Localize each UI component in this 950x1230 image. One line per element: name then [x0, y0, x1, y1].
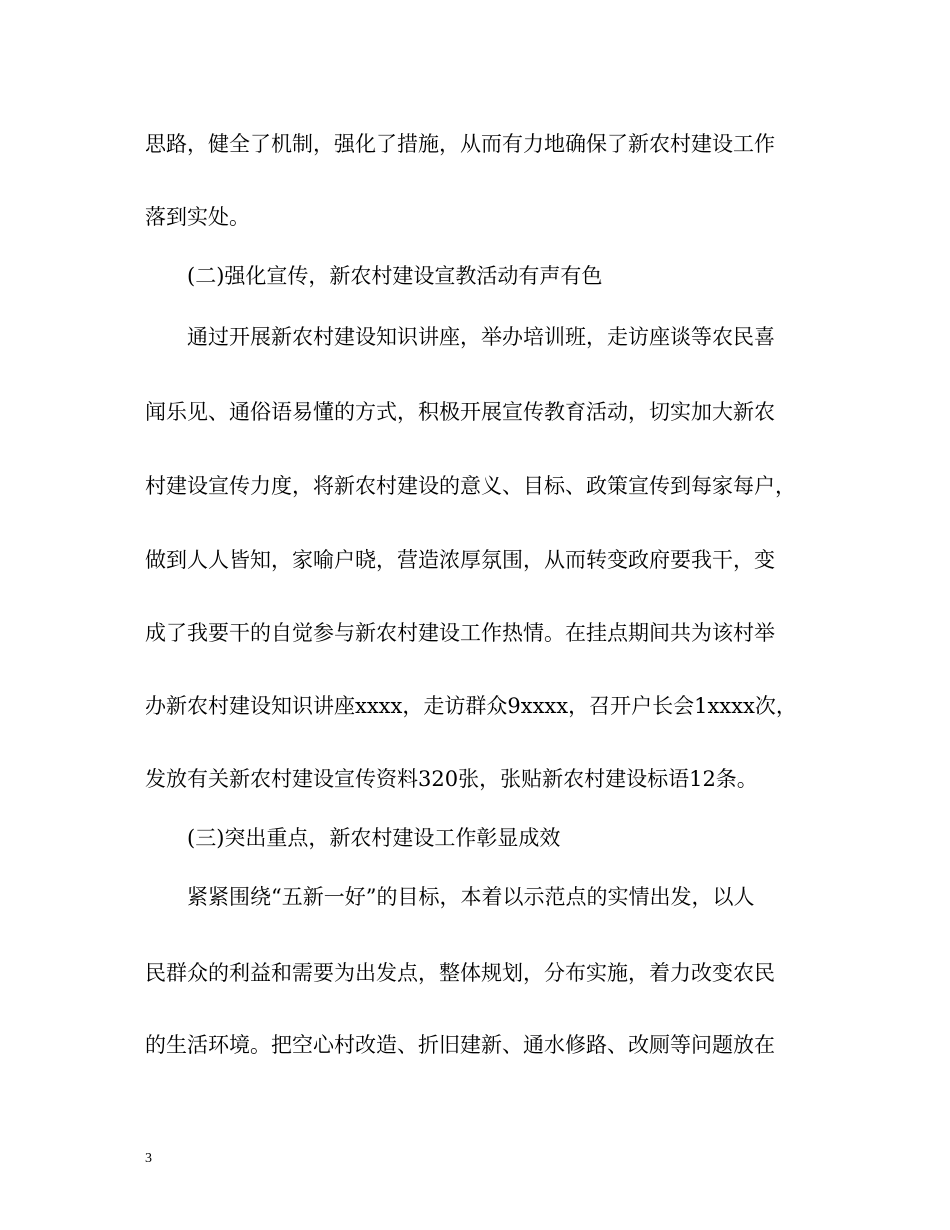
- body-text-line: 做到人人皆知，家喻户晓，营造浓厚氛围，从而转变政府要我干，变: [145, 548, 775, 572]
- section-heading: (二)强化宣传，新农村建设宣教活动有声有色: [187, 264, 603, 288]
- body-text-line: 思路，健全了机制，强化了措施，从而有力地确保了新农村建设工作: [145, 132, 775, 156]
- body-text-line: 成了我要干的自觉参与新农村建设工作热情。在挂点期间共为该村举: [145, 621, 775, 645]
- body-text-line: 落到实处。: [145, 205, 250, 229]
- body-text-line: 的生活环境。把空心村改造、折旧建新、通水修路、改厕等问题放在: [145, 1033, 775, 1057]
- body-text-line: 通过开展新农村建设知识讲座，举办培训班，走访座谈等农民喜: [187, 325, 775, 349]
- body-text-line: 闻乐见、通俗语易懂的方式，积极开展宣传教育活动，切实加大新农: [145, 400, 775, 424]
- body-text-line: 发放有关新农村建设宣传资料320张，张贴新农村建设标语12条。: [145, 767, 758, 791]
- body-text-line: 紧紧围绕“五新一好”的目标，本着以示范点的实情出发，以人: [187, 885, 755, 909]
- section-heading: (三)突出重点，新农村建设工作彰显成效: [187, 826, 561, 850]
- body-text-line: 民群众的利益和需要为出发点，整体规划，分布实施，着力改变农民: [145, 961, 775, 985]
- body-text-line: 办新农村建设知识讲座xxxx，走访群众9xxxx，召开户长会1xxxx次，: [145, 694, 797, 718]
- body-text-line: 村建设宣传力度，将新农村建设的意义、目标、政策宣传到每家每户，: [145, 474, 796, 498]
- page-number: 3: [145, 1151, 152, 1166]
